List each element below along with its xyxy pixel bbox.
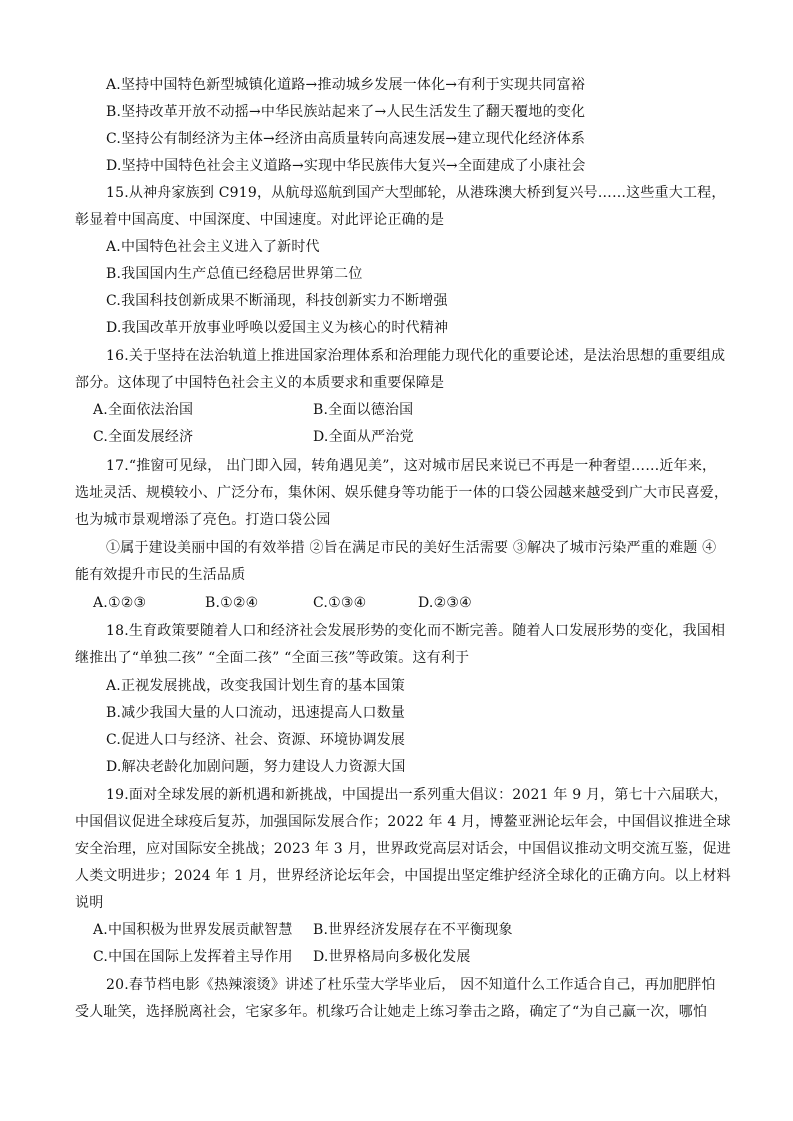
q17-option-d: D.②③④ (418, 595, 472, 611)
q16-option-d: D.全面从严治党 (313, 429, 414, 445)
q14-option-b: B.坚持改革开放不动摇→中华民族站起来了→人民生活发生了翻天覆地的变化 (106, 104, 586, 120)
q18-option-d: D.解决老龄化加剧问题，努力建设人力资源大国 (106, 759, 406, 775)
q20-stem-cont: 受人耻笑，选择脱离社会，宅家多年。机缘巧合让她走上练习拳击之路，确定了“为自己赢一次，哪怕 (75, 1004, 708, 1020)
q15-stem-cont: 彰显着中国高度、中国深度、中国速度。对此评论正确的是 (75, 212, 445, 228)
q18-option-b: B.减少我国大量的人口流动，迅速提高人口数量 (106, 705, 406, 721)
q19-stem-cont-2: 安全治理，应对国际安全挑战；2023 年 3 月，世界政党高层对话会，中国倡议推动文明交流互鉴，促进 (75, 841, 731, 857)
q20-stem: 20.春节档电影《热辣滚烫》讲述了杜乐莹大学毕业后， 因不知道什么工作适合自己，再加肥胖怕 (106, 977, 716, 993)
q18-stem-cont: 继推出了“单独二孩” “全面二孩” “全面三孩”等政策。这有利于 (75, 650, 470, 666)
q18-option-c: C.促进人口与经济、社会、资源、环境协调发展 (106, 732, 406, 748)
q19-stem-cont-4: 说明 (75, 895, 104, 911)
q15-option-d: D.我国改革开放事业呼唤以爱国主义为核心的时代精神 (106, 320, 449, 336)
q16-option-a: A.全面依法治国 (93, 402, 194, 418)
q14-option-c: C.坚持公有制经济为主体→经济由高质量转向高速发展→建立现代化经济体系 (106, 131, 586, 147)
q19-stem: 19.面对全球发展的新机遇和新挑战，中国提出一系列重大倡议：2021 年 9 月，第七十六届联大， (106, 787, 728, 803)
q17-stem-cont-2: 也为城市景观增添了亮色。打造口袋公园 (75, 512, 331, 528)
q15-option-b: B.我国国内生产总值已经稳居世界第二位 (106, 266, 363, 282)
q17-option-c: C.①③④ (313, 595, 367, 611)
q17-stem: 17.“推窗可见绿， 出门即入园，转角遇见美”，这对城市居民来说已不再是一种奢望……近年来， (106, 458, 717, 474)
q15-stem: 15.从神舟家族到 C919，从航母巡航到国产大型邮轮，从港珠澳大桥到复兴号……这些重大工程， (106, 185, 726, 201)
q19-stem-cont-3: 人类文明进步；2024 年 1 月，世界经济论坛年会，中国提出坚定维护经济全球化的正确方向。以上材料 (75, 868, 731, 884)
q19-option-a: A.中国积极为世界发展贡献智慧 (93, 922, 293, 938)
q14-option-a: A.坚持中国特色新型城镇化道路→推动城乡发展一体化→有利于实现共同富裕 (106, 77, 586, 93)
q17-items-cont: 能有效提升市民的生活品质 (75, 567, 246, 583)
q16-option-b: B.全面以德治国 (313, 402, 414, 418)
q17-option-b: B.①②④ (205, 595, 259, 611)
q16-option-c: C.全面发展经济 (93, 429, 194, 445)
q18-option-a: A.正视发展挑战，改变我国计划生育的基本国策 (106, 678, 405, 694)
q19-option-c: C.中国在国际上发挥着主导作用 (93, 949, 293, 965)
q16-stem-cont: 部分。这体现了中国特色社会主义的本质要求和重要保障是 (75, 375, 445, 391)
q17-items: ①属于建设美丽中国的有效举措 ②旨在满足市民的美好生活需要 ③解决了城市污染严重的难题 ④ (106, 540, 717, 556)
q19-option-d: D.世界格局向多极化发展 (313, 949, 471, 965)
q16-stem: 16.关于坚持在法治轨道上推进国家治理体系和治理能力现代化的重要论述，是法治思想的重要组成 (106, 348, 726, 364)
q14-option-d: D.坚持中国特色社会主义道路→实现中华民族伟大复兴→全面建成了小康社会 (106, 158, 586, 174)
q19-stem-cont-1: 中国倡议促进全球疫后复苏，加强国际发展合作；2022 年 4 月，博鳌亚洲论坛年会，中国倡议推进全球 (75, 814, 731, 830)
q15-option-c: C.我国科技创新成果不断涌现，科技创新实力不断增强 (106, 293, 448, 309)
q17-stem-cont-1: 选址灵活、规模较小、广泛分布，集休闲、娱乐健身等功能于一体的口袋公园越来越受到广大市民喜爱， (75, 485, 729, 501)
q18-stem: 18.生育政策要随着人口和经济社会发展形势的变化而不断完善。随着人口发展形势的变化，我国相 (106, 623, 726, 639)
q17-option-a: A.①②③ (93, 595, 147, 611)
q19-option-b: B.世界经济发展存在不平衡现象 (313, 922, 513, 938)
q15-option-a: A.中国特色社会主义进入了新时代 (106, 239, 320, 255)
